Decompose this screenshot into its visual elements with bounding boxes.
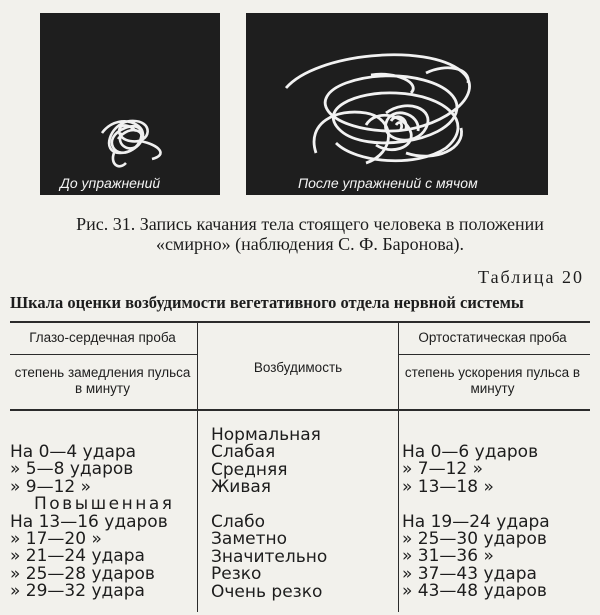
table-cell: Резко [211,564,262,585]
figure-caption: Рис. 31. Запись качания тела стоящего человека в положении «смирно» (наблюдения С. Ф. Баронова). [76,214,544,254]
table-cell: » 31—36 » [402,546,494,567]
table-cell: » 5—8 ударов [10,459,134,480]
table-cell: На 19—24 удара [402,511,550,532]
table-cell: Очень резко [211,581,323,602]
table-cell: » 7—12 » [402,459,484,480]
table-cell: Заметно [211,529,288,550]
photo-after-exercise [246,13,548,195]
table-cell: Живая [211,477,272,498]
header-orthostatic-sub: степень ускорения пульса в минуту [404,365,581,396]
table-cell: » 37—43 удара [402,563,537,584]
table-cell: Значительно [211,546,328,567]
sway-trace-large [246,13,548,195]
header-orthostatic: Ортостатическая проба [418,330,567,345]
table-cell: » 17—20 » [10,528,102,549]
section-label-increased: Повышенная [34,494,175,515]
table-cell: » 25—28 ударов [10,563,155,584]
table-top-rule [10,321,590,323]
table-cell: » 25—30 ударов [402,528,547,549]
sway-trace-small [40,13,220,195]
eye-heart-column [10,444,175,601]
table-number: Таблица 20 [478,267,584,287]
column-divider-right [398,322,399,612]
table-cell: » 29—32 удара [10,581,145,602]
header-eye-heart: Глазо-сердечная проба [29,330,176,345]
table-cell [402,496,550,513]
header-excitability: Возбудимость [253,360,343,375]
table-cell: » 9—12 » [10,476,92,497]
excitability-column [211,427,327,601]
table-header-rule [10,409,590,411]
table-cell: Слабо [211,511,266,532]
table-title: Шкала оценки возбудимости вегетативного отдела нервной системы [10,293,524,312]
photo-caption-before: До упражнений [60,175,161,191]
table-cell: » 13—18 » [402,476,494,497]
table-cell: Средняя [211,459,288,480]
orthostatic-column [402,444,550,601]
column-divider-left [197,322,198,612]
photo-caption-after: После упражнений с мячом [298,175,478,191]
table-cell: На 0—4 удара [10,442,137,462]
table-cell: На 0—6 ударов [402,442,539,462]
photo-before-exercise [40,13,220,195]
table-cell: Нормальная [211,425,321,445]
table-cell: » 43—48 ударов [402,581,547,602]
ortho-header-rule [398,354,590,355]
eye-header-rule [10,354,197,355]
header-eye-heart-sub: степень замедления пульса в минуту [14,365,191,396]
table-cell: » 21—24 удара [10,546,145,567]
table-cell: Слабая [211,442,276,463]
table-cell: На 13—16 ударов [10,511,168,532]
